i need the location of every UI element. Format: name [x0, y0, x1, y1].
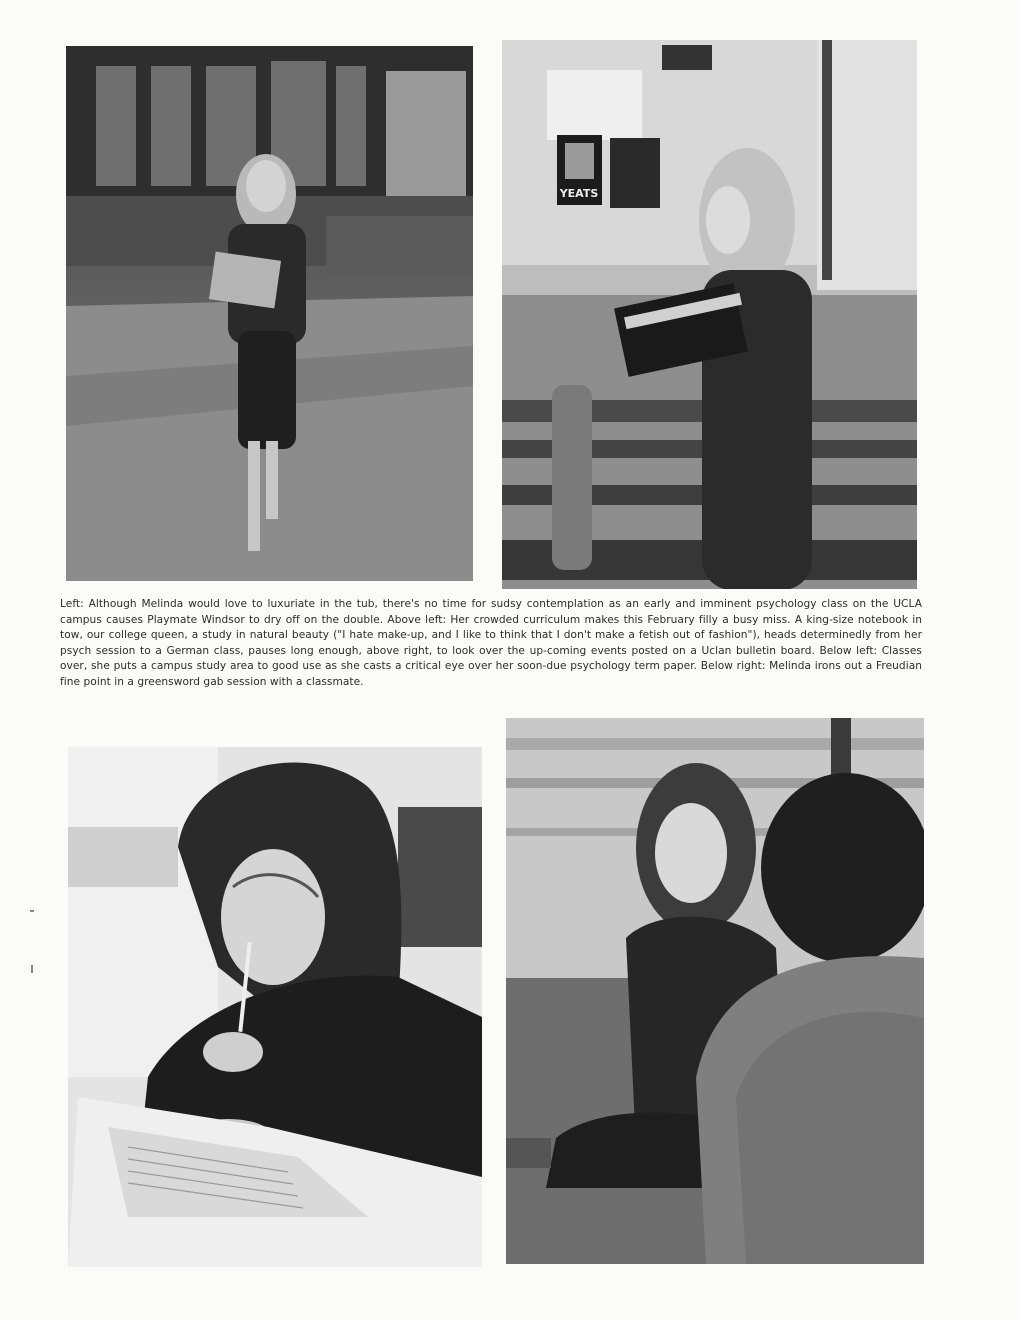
page-mark	[31, 965, 33, 973]
photo-caption: Left: Although Melinda would love to luxuriate in the tub, there's no time for sudsy contemplation as an early and imminent psychology class on the UCLA campus causes Playmate Windsor to dry off on the double. Above left: Her crowded curriculum makes this February filly a busy miss. A king-size notebook in tow, our college queen, a study in natural beauty ("I hate make-up, and I like to think that I don't make a fetish out of fashion"), heads determinedly from her psych session to a German class, pauses long enough, above right, to look over the up-coming events posted on a Uclan bulletin board. Below left: Classes over, she puts a campus study area to good use as she casts a critical eye over her soon-due psychology term paper. Below right: Melinda irons out a Freudian fine point in a greensword gab session with a classmate.	[60, 598, 922, 688]
studying-photo-graphic	[68, 747, 482, 1267]
bulletin-photo-graphic	[502, 40, 917, 589]
lawn-photo-graphic	[506, 718, 924, 1264]
photo-studying-term-paper	[68, 747, 482, 1267]
walking-photo-graphic	[66, 46, 473, 581]
page-mark	[30, 910, 34, 912]
photo-walking-on-campus	[66, 46, 473, 581]
photo-bulletin-board	[502, 40, 917, 589]
yeats-poster-text: YEATS	[559, 187, 599, 200]
photo-lawn-gab-session	[506, 718, 924, 1264]
